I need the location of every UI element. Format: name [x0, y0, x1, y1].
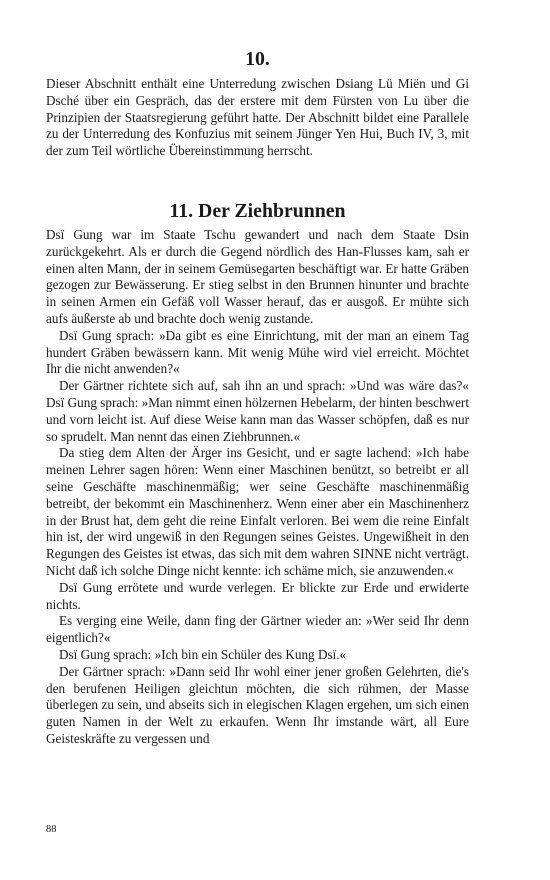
paragraph: Der Gärtner richtete sich auf, sah ihn an und sprach: »Und was wäre das?« Dsï Gung sprach: »Man nimmt einen hölzernen Hebelarm, der hinten beschwert und vorn leicht ist. Auf diese Weise kann man das Wasser schöpfen, daß es nur so sprudelt. Man nennt das einen Ziehbrunnen.«	[46, 378, 469, 444]
paragraph: Es verging eine Weile, dann fing der Gärtner wieder an: »Wer seid Ihr denn eigentlich?«	[46, 613, 469, 646]
book-page	[46, 0, 469, 880]
paragraph: Dsï Gung sprach: »Da gibt es eine Einrichtung, mit der man an einem Tag hundert Gräben bewässern kann. Mit wenig Mühe wird viel erreicht. Möchtet Ihr die nicht anwenden?«	[46, 327, 469, 377]
paragraph: Dsï Gung sprach: »Ich bin ein Schüler des Kung Dsï.«	[59, 646, 347, 662]
chapter-body	[46, 227, 469, 748]
section-intro-paragraph: Dieser Abschnitt enthält eine Unterredung zwischen Dsiang Lü Miën und Gi Dsché über ein Gespräch, das der erstere mit dem Fürsten von Lu über die Prinzipien der Staatsregierung geführt hatte. Der Abschnitt bildet eine Parallele zu der Unterredung des Konfuzius mit seinem Jünger Yen Hui, Buch IV, 3, mit der zum Teil wörtliche Übereinstimmung herrscht.	[46, 76, 469, 159]
paragraph: Da stieg dem Alten der Ärger ins Gesicht, und er sagte lachend: »Ich habe meinen Lehrer sagen hören: Wenn einer Maschinen benützt, so betreibt er all seine Geschäfte maschinenmäßig; wer seine Geschäfte maschinenmäßig betreibt, der bekommt ein Maschinenherz. Wenn einer aber ein Maschinenherz in der Brust hat, dem geht die reine Einfalt verloren. Bei wem die reine Einfalt hin ist, der wird ungewiß in den Regungen seines Geistes. Ungewißheit in den Regungen des Geistes ist etwas, das sich mit dem wahren SINNE nicht verträgt. Nicht daß ich solche Dinge nicht kennte: ich schäme mich, sie anzuwenden.«	[46, 445, 469, 578]
page-number: 88	[46, 824, 57, 835]
section-number: 10.	[245, 48, 270, 70]
chapter-title: 11. Der Ziehbrunnen	[169, 200, 346, 222]
paragraph: Dsï Gung war im Staate Tschu gewandert und nach dem Staate Dsin zurückgekehrt. Als er durch die Gegend nördlich des Han-Flusses kam, sah er einen alten Mann, der in seinem Gemüsegarten beschäftigt war. Er hatte Gräben gezogen zur Bewässerung. Er stieg selbst in den Brunnen hinunter und brachte in seinen Armen ein Gefäß voll Wasser herauf, das er ausgoß. Er mühte sich aufs äußerste ab und brachte doch wenig zustande.	[46, 227, 469, 326]
paragraph: Dsï Gung errötete und wurde verlegen. Er blickte zur Erde und erwiderte nichts.	[46, 579, 469, 612]
paragraph: Der Gärtner sprach: »Dann seid Ihr wohl einer jener großen Gelehrten, die's den berufenen Heiligen gleichtun möchten, die sich rühmen, der Masse überlegen zu sein, und abseits sich in elegischen Klagen ergehen, um sich einen guten Namen in der Welt zu erkaufen. Wenn Ihr imstande wärt, all Eure Geisteskräfte zu vergessen und	[46, 663, 469, 746]
